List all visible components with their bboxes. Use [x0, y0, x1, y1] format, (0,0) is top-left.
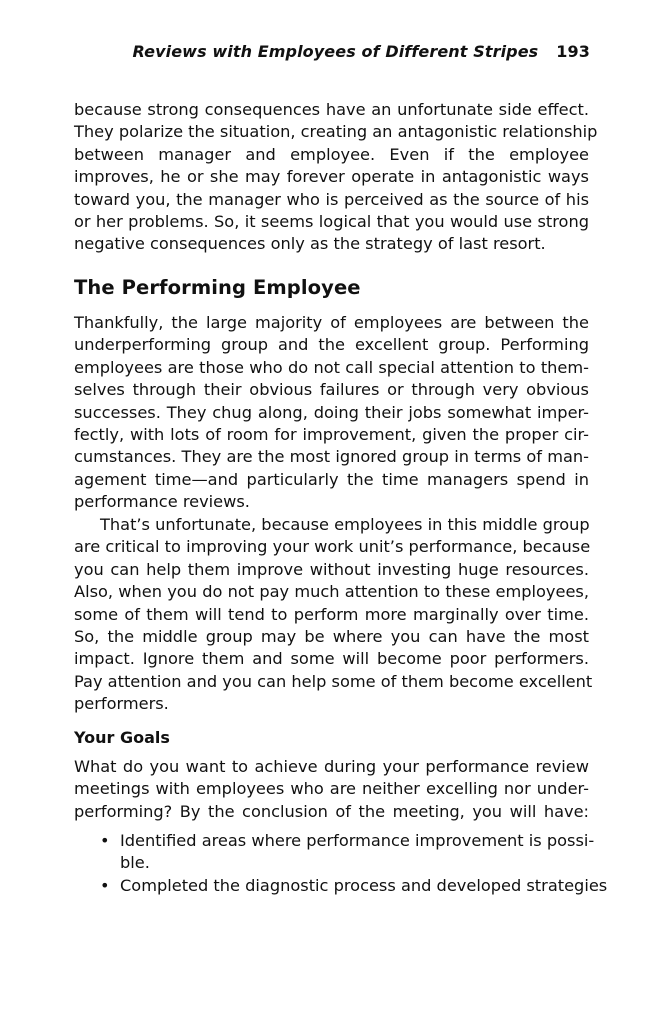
bullet-icon: •	[100, 831, 110, 850]
list-item	[100, 875, 608, 897]
text-line: some of them will tend to perform more marginally over time.	[74, 604, 589, 624]
text-line: fectly, with lots of room for improvement, given the proper cir-	[74, 425, 589, 445]
text-line: performers.	[74, 694, 169, 714]
paragraph-performing-1	[74, 312, 589, 514]
text-line: They polarize the situation, creating an antagonistic relationship	[74, 122, 598, 142]
text-line: So, the middle group may be where you can have the most	[74, 627, 589, 647]
text-line: That’s unfortunate, because employees in this middle group	[100, 515, 590, 534]
page-number: 193	[556, 42, 590, 61]
text-line: agement time—and particularly the time managers spend in	[74, 469, 589, 489]
paragraph-performing-2	[74, 514, 593, 716]
text-line: Pay attention and you can help some of them become excellent	[74, 671, 593, 691]
text-line: are critical to improving your work unit’s performance, because	[74, 537, 591, 557]
bullet-icon: •	[100, 875, 110, 895]
text-line: Identified areas where performance improvement is possi-	[120, 831, 595, 850]
text-line: selves through their obvious failures or through very obvious	[74, 380, 589, 400]
text-line: Thankfully, the large majority of employees are between the	[74, 313, 589, 332]
text-line: performing? By the conclusion of the meeting, you will have:	[74, 801, 589, 821]
running-title: Reviews with Employees of Different Stripes	[132, 42, 539, 61]
text-line: What do you want to achieve during your performance review	[74, 757, 589, 776]
text-line: between manager and employee. Even if the employee	[74, 144, 589, 164]
text-line: or her problems. So, it seems logical that you would use strong	[74, 212, 589, 232]
text-line: underperforming group and the excellent group. Performing	[74, 335, 589, 355]
goals-list	[100, 830, 608, 897]
subsection-heading: Your Goals	[74, 728, 170, 747]
text-line: because strong consequences have an unfortunate side effect.	[74, 100, 589, 119]
section-heading: The Performing Employee	[74, 276, 361, 299]
paragraph-goals	[74, 756, 589, 823]
text-line: Also, when you do not pay much attention to these employees,	[74, 582, 589, 602]
text-line: ble.	[120, 853, 150, 873]
text-line: Completed the diagnostic process and developed strategies	[120, 875, 608, 895]
text-line: meetings with employees who are neither excelling nor under-	[74, 779, 589, 799]
text-line: toward you, the manager who is perceived as the source of his	[74, 189, 589, 209]
text-line: performance reviews.	[74, 492, 250, 512]
text-line: you can help them improve without investing huge resources.	[74, 559, 589, 579]
list-item	[100, 830, 595, 875]
text-line: successes. They chug along, doing their jobs somewhat imper-	[74, 402, 589, 422]
text-line: cumstances. They are the most ignored group in terms of man-	[74, 447, 589, 467]
text-line: impact. Ignore them and some will become poor performers.	[74, 649, 589, 669]
running-head	[133, 42, 590, 61]
text-line: negative consequences only as the strategy of last resort.	[74, 234, 546, 254]
text-line: improves, he or she may forever operate in antagonistic ways	[74, 167, 589, 187]
text-line: employees are those who do not call special attention to them-	[74, 357, 589, 377]
paragraph-intro	[74, 99, 598, 256]
